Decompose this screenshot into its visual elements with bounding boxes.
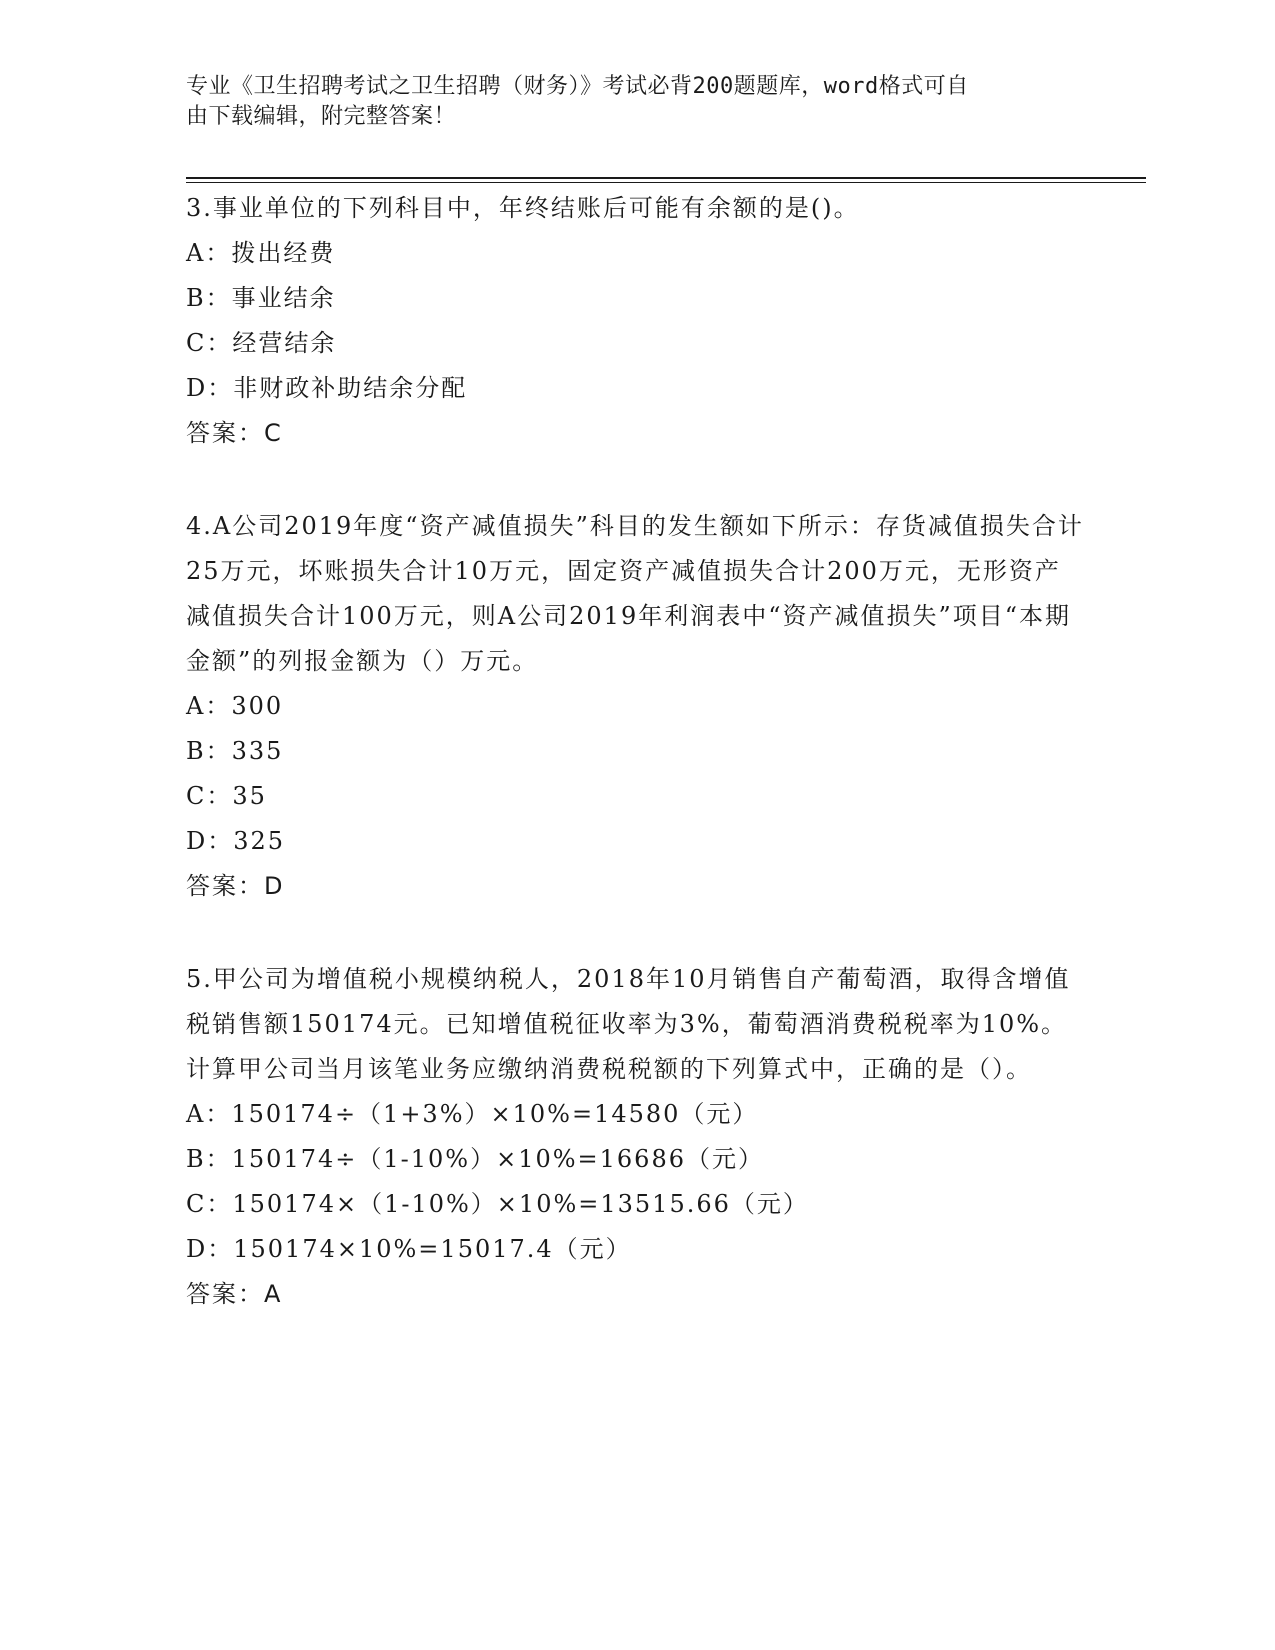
question-text: 4.A公司2019年度“资产减值损失”科目的发生额如下所示：存货减值损失合计25万元，坏账损失合计10万元，固定资产减值损失合计200万元，无形资产减值损失合计100万元，则A公司2019年利润表中“资产减值损失”项目“本期金额”的列报金额为（）万元。	[186, 512, 1084, 675]
option-b: B：事业结余	[186, 284, 336, 312]
option-c: C：经营结余	[186, 329, 337, 357]
answer-label: 答案：A	[186, 1280, 283, 1308]
option-c: C：150174×（1-10%）×10%=13515.66（元）	[186, 1190, 809, 1218]
option-a: A：拨出经费	[186, 239, 336, 267]
question-5	[186, 957, 1086, 1317]
document-header	[186, 72, 1066, 132]
answer-label: 答案：C	[186, 419, 283, 447]
header-line-2: 由下载编辑，附完整答案！	[186, 104, 457, 129]
option-b: B：335	[186, 737, 284, 765]
question-4	[186, 504, 1086, 909]
question-text: 3.事业单位的下列科目中，年终结账后可能有余额的是()。	[186, 194, 860, 222]
option-b: B：150174÷（1-10%）×10%=16686（元）	[186, 1145, 764, 1173]
question-text: 5.甲公司为增值税小规模纳税人，2018年10月销售自产葡萄酒，取得含增值税销售额150174元。已知增值税征收率为3%，葡萄酒消费税税率为10%。计算甲公司当月该笔业务应缴纳消费税税额的下列算式中，正确的是（）。	[186, 965, 1071, 1083]
option-d: D：325	[186, 827, 286, 855]
option-d: D：非财政补助结余分配	[186, 374, 468, 402]
option-a: A：300	[186, 692, 284, 720]
answer-label: 答案：D	[186, 872, 285, 900]
option-d: D：150174×10%=15017.4（元）	[186, 1235, 632, 1263]
header-line-1: 专业《卫生招聘考试之卫生招聘（财务）》考试必背200题题库，word格式可自	[186, 74, 969, 99]
question-list	[186, 186, 1086, 1365]
question-3	[186, 186, 1086, 456]
header-divider-thin	[186, 182, 1146, 183]
option-a: A：150174÷（1+3%）×10%=14580（元）	[186, 1100, 759, 1128]
option-c: C：35	[186, 782, 267, 810]
header-divider-thick	[186, 177, 1146, 179]
